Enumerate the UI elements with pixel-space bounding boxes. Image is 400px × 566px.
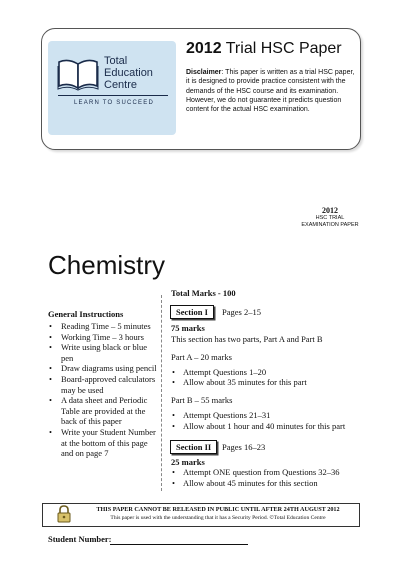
book-icon	[56, 56, 100, 92]
general-instructions-list	[48, 321, 160, 459]
section2-marks: 25 marks	[171, 457, 205, 467]
paper-title-year: 2012	[186, 40, 222, 57]
part-b-item: • Attempt Questions 21–31	[171, 410, 270, 420]
instruction-item: • A data sheet and Periodic Table are provided at the back of this paper	[48, 395, 160, 427]
instruction-item: • Board-approved calculators may be used	[48, 374, 160, 395]
logo-text-line3: Centre	[104, 79, 138, 91]
info-line2: EXAMINATION PAPER	[301, 222, 359, 228]
logo-text-line2: Education	[104, 67, 153, 79]
disclaimer-label: Disclaimer	[186, 69, 222, 76]
subject-title: Chemistry	[48, 250, 166, 280]
section1-marks: 75 marks	[171, 323, 205, 333]
section2-pages: Pages 16–23	[222, 442, 266, 452]
section1-description: This section has two parts, Part A and Part B	[171, 334, 323, 344]
instruction-item: • Write your Student Number at the bottom of this page and on page 7	[48, 427, 160, 459]
instruction-item: • Draw diagrams using pencil	[48, 363, 160, 374]
section2-item: • Attempt ONE question from Questions 32–36	[171, 467, 340, 477]
logo-tagline: LEARN TO SUCCEED	[74, 100, 154, 106]
disclaimer-text: : This paper is written as a trial HSC paper, it is designed to provide practice consistent with the demands of the HSC course and its examination. However, we do not guarantee it predicts question content for the actual HSC examination.	[186, 69, 355, 114]
section2-item: • Allow about 45 minutes for this section	[171, 478, 318, 488]
logo-text-line1: Total	[104, 55, 128, 67]
info-line1: HSC TRIAL	[315, 215, 345, 221]
student-number-field[interactable]	[110, 544, 248, 545]
security-notice: This paper is used with the understanding that it has a Security Period. ©Total Education Centre	[110, 515, 326, 521]
instruction-item: • Working Time – 3 hours	[48, 332, 160, 343]
instruction-item: • Reading Time – 5 minutes	[48, 321, 160, 332]
total-marks: Total Marks - 100	[171, 288, 236, 298]
section2-label: Section II	[170, 440, 217, 454]
paper-title	[186, 40, 342, 58]
part-a-label: Part A – 20 marks	[171, 352, 232, 362]
column-divider	[161, 295, 162, 491]
section1-pages: Pages 2–15	[222, 307, 261, 317]
disclaimer	[186, 68, 356, 114]
part-b-label: Part B – 55 marks	[171, 395, 233, 405]
student-number-label: Student Number:	[48, 534, 112, 544]
release-notice: THIS PAPER CANNOT BE RELEASED IN PUBLIC UNTIL AFTER 24TH AUGUST 2012	[96, 506, 340, 513]
instruction-item: • Write using black or blue pen	[48, 342, 160, 363]
logo-divider	[58, 95, 168, 96]
part-b-item: • Allow about 1 hour and 40 minutes for this part	[171, 421, 345, 431]
lock-icon	[56, 505, 72, 523]
general-instructions-heading: General Instructions	[48, 309, 124, 319]
part-a-item: • Attempt Questions 1–20	[171, 367, 266, 377]
info-year: 2012	[322, 206, 338, 215]
part-a-item: • Allow about 35 minutes for this part	[171, 377, 307, 387]
paper-title-text: Trial HSC Paper	[221, 40, 342, 57]
section1-label: Section I	[170, 305, 214, 319]
